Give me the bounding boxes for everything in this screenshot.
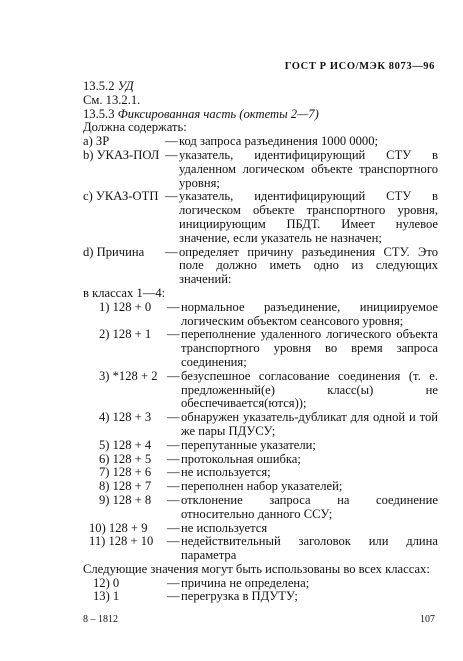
reason-description: перегрузка в ПДУТУ;: [181, 589, 298, 604]
dash: —: [167, 368, 180, 383]
reason-code: 9) 128 + 8: [99, 492, 152, 507]
section-heading-13-5-2: [83, 80, 438, 94]
field-label: a) ЗР: [83, 134, 110, 149]
reason-item: [83, 494, 438, 522]
reason-description: переполнен набор указателей;: [181, 479, 343, 494]
dash: —: [167, 492, 180, 507]
reason-description: протокольная ошибка;: [181, 451, 301, 466]
reason-item: [83, 411, 438, 439]
dash: —: [167, 465, 180, 480]
section-title: УД: [117, 79, 134, 93]
reason-description: нормальное разъединение, инициируемое логическим объектом сеансового уровня;: [181, 299, 438, 328]
dash: —: [167, 589, 180, 604]
reason-item: [83, 535, 438, 563]
reason-code: 2) 128 + 1: [99, 327, 152, 342]
field-description: определяет причину разъединения СТУ. Это поле должно иметь одно из следующих значений:: [179, 244, 438, 287]
dash: —: [165, 134, 178, 149]
reason-code: 12) 0: [93, 575, 120, 590]
reason-description: перепутанные указатели;: [181, 437, 316, 452]
section-heading-13-5-3: [83, 108, 438, 122]
reason-description: безуспешное согласование соединения (т. е. предложенный(е) класс(ы) не обеспечивается(ются));: [181, 368, 438, 411]
reason-item: [83, 522, 438, 536]
reason-item: [83, 466, 438, 480]
field-definition: [83, 135, 438, 149]
field-label: d) Причина: [83, 244, 145, 259]
field-label: b) УКАЗ-ПОЛ: [83, 147, 160, 162]
dash: —: [167, 479, 180, 494]
dash: —: [167, 520, 180, 535]
dash: —: [167, 437, 180, 452]
page-number: 107: [420, 614, 435, 625]
print-code: 8 – 1812: [83, 614, 118, 625]
reason-item: [83, 328, 438, 369]
dash: —: [167, 327, 180, 342]
reason-code: 3) *128 + 2: [99, 368, 158, 383]
field-description: указатель, идентифицирующий СТУ в логическом объекте транспортного уровня, инициирующим ПБДТ. Имеет нулевое значение, если указатель не назначен;: [179, 189, 438, 245]
field-definition: [83, 246, 438, 287]
reason-description: переполнение удаленного логического объекта транспортного уровня во время запроса соединения;: [181, 327, 438, 369]
reason-description: не используется: [181, 520, 268, 535]
reason-item: [83, 590, 438, 604]
field-definition: [83, 190, 438, 245]
classes-label: в классах 1—4:: [83, 285, 166, 300]
field-description: указатель, идентифицирующий СТУ в удаленном логическом объекте транспортного уровня;: [179, 147, 438, 190]
cross-reference: См. 13.2.1.: [83, 92, 141, 107]
dash: —: [167, 299, 180, 314]
reason-code: 6) 128 + 5: [99, 451, 152, 466]
dash: —: [165, 244, 178, 259]
page-header: ГОСТ Р ИСО/МЭК 8073—96: [284, 61, 435, 72]
reason-description: обнаружен указатель-дубликат для одной и той же пары ПДУСУ;: [181, 410, 438, 438]
section-number: 13.5.2: [83, 79, 115, 93]
dash: —: [167, 451, 180, 466]
dash: —: [167, 410, 180, 425]
reason-description: недействительный заголовок или длина параметра: [181, 534, 438, 563]
reason-code: 11) 128 + 10: [89, 534, 154, 549]
document-body: [83, 80, 438, 604]
reason-item: [83, 370, 438, 411]
reason-code: 8) 128 + 7: [99, 479, 152, 494]
section-title: Фиксированная часть (октеты 2—7): [117, 106, 319, 121]
reason-code: 1) 128 + 0: [99, 299, 152, 314]
reason-item: [83, 577, 438, 591]
dash: —: [165, 147, 178, 162]
reason-code: 13) 1: [93, 589, 120, 604]
reason-code: 7) 128 + 6: [99, 465, 152, 480]
reason-description: отклонение запроса на соединение относительно данного ССУ;: [181, 492, 438, 521]
section-number: 13.5.3: [83, 106, 115, 121]
field-description: код запроса разъединения 1000 0000;: [179, 134, 378, 149]
reason-code: 10) 128 + 9: [89, 520, 148, 535]
dash: —: [165, 189, 178, 204]
field-label: c) УКАЗ-ОТП: [83, 189, 159, 204]
reason-description: причина не определена;: [181, 575, 310, 590]
reason-item: [83, 480, 438, 494]
reason-item: [83, 453, 438, 467]
reason-code: 4) 128 + 3: [99, 410, 152, 425]
reason-code: 5) 128 + 4: [99, 437, 152, 452]
reason-item: [83, 301, 438, 329]
dash: —: [167, 534, 180, 549]
must-contain-label: Должна содержать:: [83, 120, 187, 135]
all-classes-label: Следующие значения могут быть использованы во всех классах:: [83, 561, 430, 576]
field-definition: [83, 149, 438, 190]
dash: —: [167, 575, 180, 590]
reason-item: [83, 439, 438, 453]
reason-description: не используется;: [181, 465, 271, 480]
